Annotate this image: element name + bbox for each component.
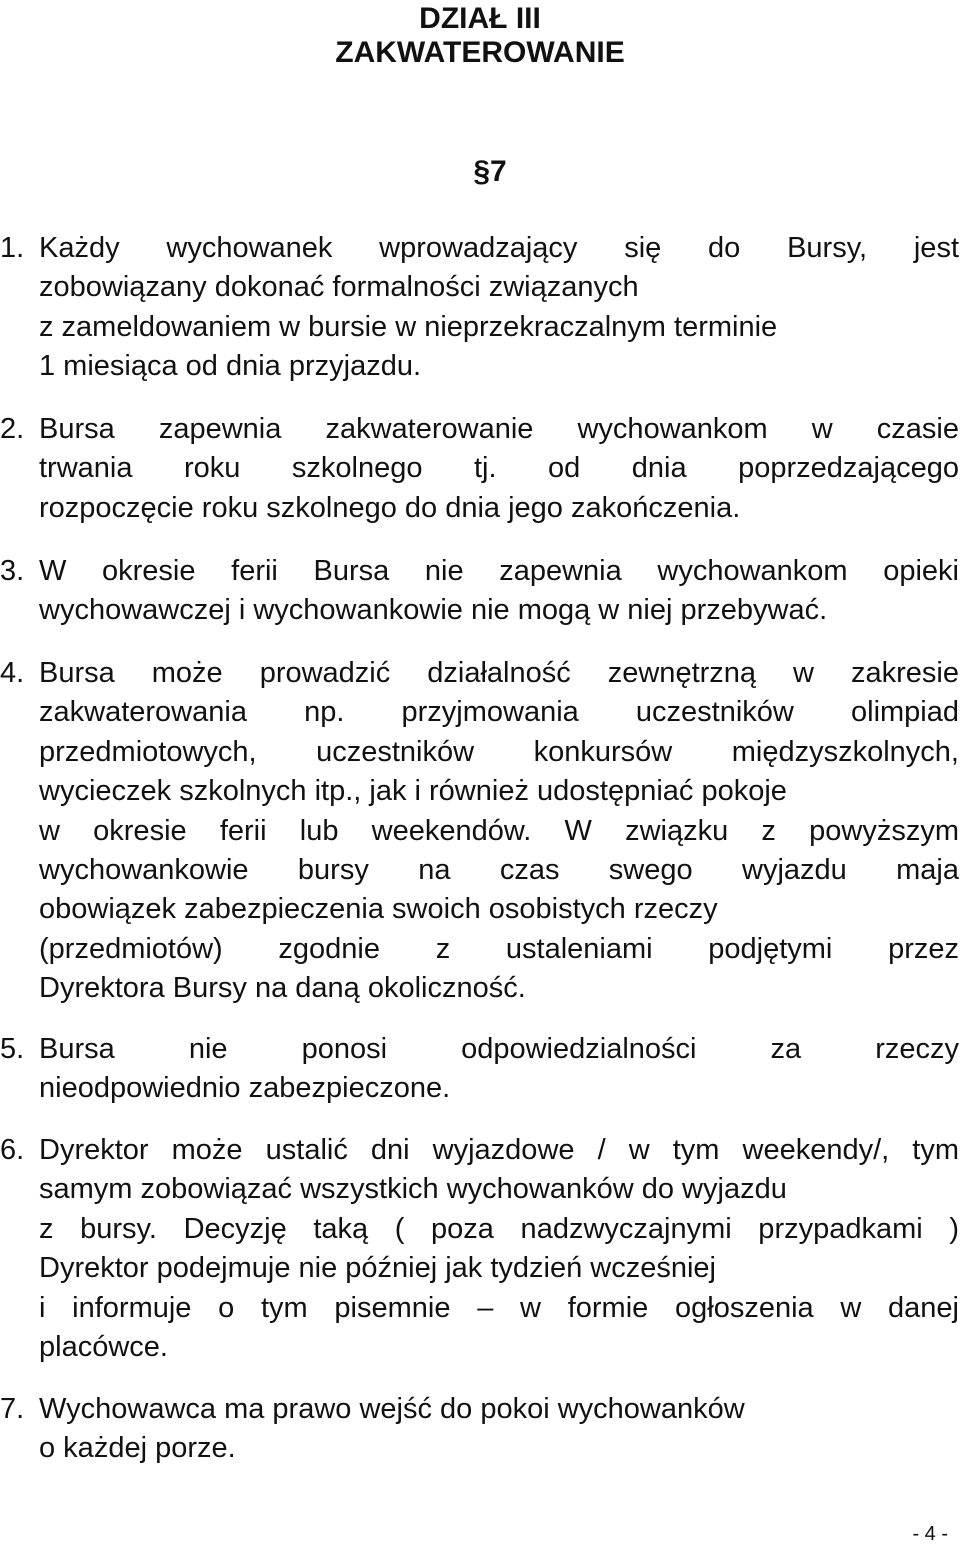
item-line: Dyrektor podejmuje nie później jak tydzień wcześniej [39,1252,716,1285]
item-line: Bursa nie ponosi odpowiedzialności za rzeczy [39,1033,959,1065]
item-line: placówce. [39,1331,168,1364]
item-number: 7. [0,1393,25,1425]
item-line: nieodpowiednio zabezpieczone. [39,1072,451,1105]
item-line: zakwaterowania np. przyjmowania uczestników olimpiad [39,696,959,729]
item-line: Bursa zapewnia zakwaterowanie wychowankom w czasie [39,413,959,445]
list-item-5 [0,1030,960,1109]
section-number: §7 [473,155,507,188]
item-line: w okresie ferii lub weekendów. W związku z powyższym [39,814,959,847]
item-line: przedmiotowych, uczestników konkursów międzyszkolnych, [39,735,959,768]
chapter-number: DZIAŁ III [419,2,541,35]
item-line: z zameldowaniem w bursie w nieprzekraczalnym terminie [39,310,778,343]
item-line: samym zobowiązać wszystkich wychowanków do wyjazdu [39,1173,787,1206]
item-line: wycieczek szkolnych itp., jak i również udostępniać pokoje [39,775,787,808]
item-line: zobowiązany dokonać formalności związanych [39,271,639,304]
item-number: 6. [0,1134,25,1166]
item-line: (przedmiotów) zgodnie z ustaleniami podjętymi przez [39,932,959,965]
item-line: wychowankowie bursy na czas swego wyjazdu maja [39,854,959,887]
item-number: 4. [0,657,25,689]
item-line: i informuje o tym pisemnie – w formie ogłoszenia w danej [39,1291,959,1324]
list-item-4 [0,654,960,1009]
list-item-6 [0,1131,960,1367]
item-line: W okresie ferii Bursa nie zapewnia wychowankom opieki [39,555,959,587]
item-line: Wychowawca ma prawo wejść do pokoi wychowanków [39,1393,745,1425]
item-number: 1. [0,232,25,264]
item-line: obowiązek zabezpieczenia swoich osobistych rzeczy [39,893,718,926]
item-line: trwania roku szkolnego tj. od dnia poprzedzającego [39,452,959,485]
item-line: Dyrektora Bursy na daną okoliczność. [39,972,526,1005]
item-line: 1 miesiąca od dnia przyjazdu. [39,350,422,383]
item-line: Bursa może prowadzić działalność zewnętrzną w zakresie [39,657,959,689]
list-item-1 [0,229,960,387]
item-line: o każdej porze. [39,1432,236,1465]
item-line: rozpoczęcie roku szkolnego do dnia jego zakończenia. [39,491,741,524]
item-number: 2. [0,413,25,445]
item-number: 5. [0,1033,25,1065]
list-item-2 [0,410,960,528]
list-item-7 [0,1390,960,1469]
page-number: - 4 - [912,1523,948,1545]
list-item-3 [0,552,960,631]
item-number: 3. [0,555,25,587]
chapter-title: ZAKWATEROWANIE [335,36,625,69]
item-line: wychowawczej i wychowankowie nie mogą w niej przebywać. [39,594,828,627]
item-line: Dyrektor może ustalić dni wyjazdowe / w tym weekendy/, tym [39,1134,959,1166]
item-line: z bursy. Decyzję taką ( poza nadzwyczajnymi przypadkami ) [39,1212,959,1245]
item-line: Każdy wychowanek wprowadzający się do Bursy, jest [39,232,959,264]
